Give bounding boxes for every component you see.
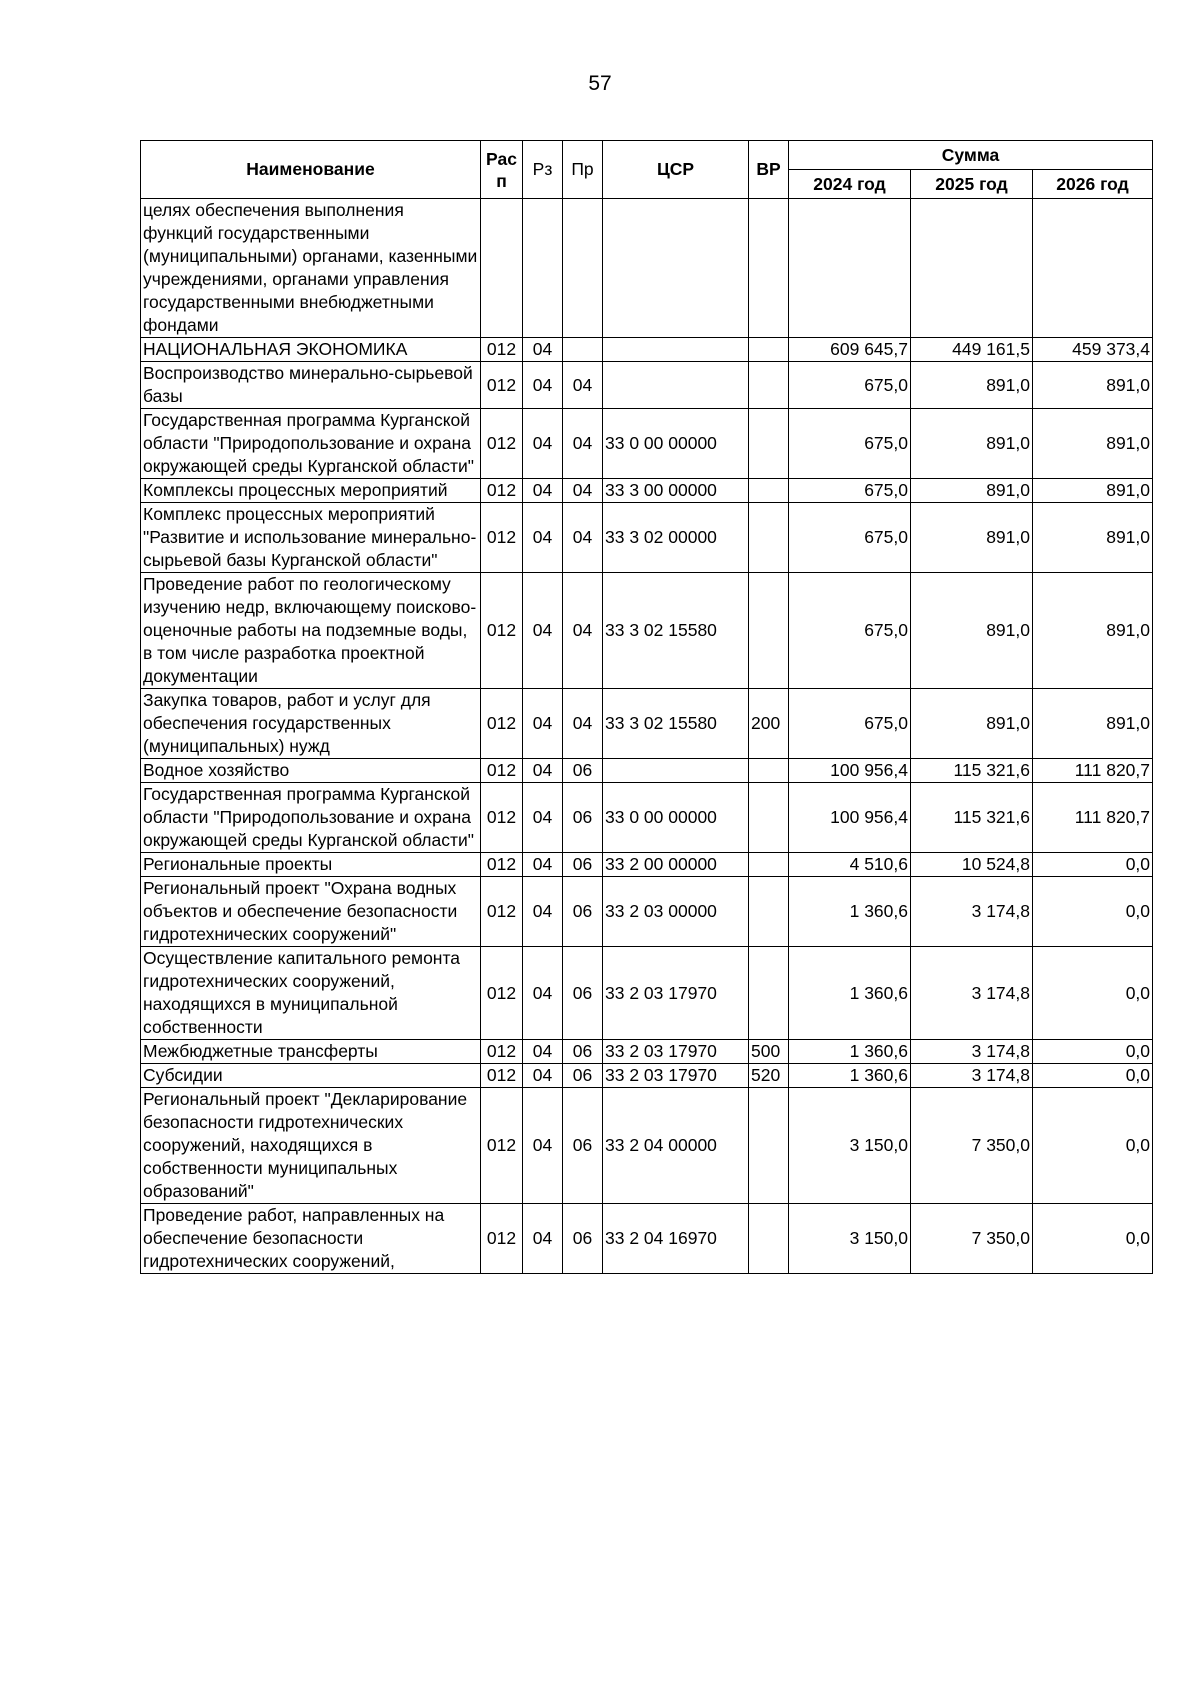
table-row bbox=[141, 479, 1153, 503]
cell-name: Региональный проект "Декларирование безопасности гидротехнических сооружений, находящихся в собственности муниципальных образований" bbox=[141, 1088, 481, 1204]
cell-name: НАЦИОНАЛЬНАЯ ЭКОНОМИКА bbox=[141, 338, 481, 362]
cell-y2026: 111 820,7 bbox=[1033, 759, 1153, 783]
cell-rz bbox=[523, 199, 563, 338]
cell-csr: 33 0 00 00000 bbox=[603, 783, 749, 853]
cell-y2025: 3 174,8 bbox=[911, 1064, 1033, 1088]
cell-y2026: 0,0 bbox=[1033, 853, 1153, 877]
cell-rz: 04 bbox=[523, 1204, 563, 1274]
header-2026: 2026 год bbox=[1033, 170, 1153, 199]
cell-y2024: 675,0 bbox=[789, 503, 911, 573]
cell-rasp: 012 bbox=[481, 1204, 523, 1274]
cell-pr: 06 bbox=[563, 1040, 603, 1064]
cell-y2024: 675,0 bbox=[789, 362, 911, 409]
cell-csr: 33 3 02 15580 bbox=[603, 573, 749, 689]
cell-pr: 06 bbox=[563, 947, 603, 1040]
cell-rz: 04 bbox=[523, 1064, 563, 1088]
cell-pr: 06 bbox=[563, 853, 603, 877]
table-header bbox=[141, 141, 1153, 199]
cell-csr: 33 2 03 17970 bbox=[603, 1064, 749, 1088]
budget-table bbox=[140, 140, 1153, 1274]
cell-csr: 33 3 02 15580 bbox=[603, 689, 749, 759]
cell-name: Водное хозяйство bbox=[141, 759, 481, 783]
cell-rasp: 012 bbox=[481, 947, 523, 1040]
table-row bbox=[141, 1204, 1153, 1274]
cell-csr: 33 2 03 17970 bbox=[603, 947, 749, 1040]
cell-rasp: 012 bbox=[481, 759, 523, 783]
cell-rasp bbox=[481, 199, 523, 338]
cell-y2025: 891,0 bbox=[911, 573, 1033, 689]
cell-y2024: 4 510,6 bbox=[789, 853, 911, 877]
cell-name: Закупка товаров, работ и услуг для обеспечения государственных (муниципальных) нужд bbox=[141, 689, 481, 759]
cell-y2026: 891,0 bbox=[1033, 479, 1153, 503]
cell-y2025: 891,0 bbox=[911, 362, 1033, 409]
cell-name: Проведение работ, направленных на обеспечение безопасности гидротехнических сооружений, bbox=[141, 1204, 481, 1274]
header-2024: 2024 год bbox=[789, 170, 911, 199]
header-pr: Пр bbox=[563, 141, 603, 199]
cell-y2026: 891,0 bbox=[1033, 503, 1153, 573]
cell-rasp: 012 bbox=[481, 1064, 523, 1088]
cell-name: Межбюджетные трансферты bbox=[141, 1040, 481, 1064]
cell-rz: 04 bbox=[523, 783, 563, 853]
cell-rz: 04 bbox=[523, 1088, 563, 1204]
cell-vr bbox=[749, 947, 789, 1040]
cell-csr: 33 3 02 00000 bbox=[603, 503, 749, 573]
cell-vr bbox=[749, 1204, 789, 1274]
cell-pr bbox=[563, 199, 603, 338]
cell-csr bbox=[603, 759, 749, 783]
cell-y2025: 3 174,8 bbox=[911, 1040, 1033, 1064]
header-csr: ЦСР bbox=[603, 141, 749, 199]
cell-vr bbox=[749, 1088, 789, 1204]
cell-vr bbox=[749, 362, 789, 409]
cell-y2024: 675,0 bbox=[789, 573, 911, 689]
cell-pr: 04 bbox=[563, 409, 603, 479]
cell-rz: 04 bbox=[523, 573, 563, 689]
cell-y2025: 115 321,6 bbox=[911, 759, 1033, 783]
cell-csr bbox=[603, 199, 749, 338]
cell-y2025: 3 174,8 bbox=[911, 947, 1033, 1040]
cell-vr bbox=[749, 503, 789, 573]
cell-name: Государственная программа Курганской области "Природопользование и охрана окружающей среды Курганской области" bbox=[141, 783, 481, 853]
cell-vr bbox=[749, 409, 789, 479]
cell-pr: 06 bbox=[563, 877, 603, 947]
cell-name: Проведение работ по геологическому изучению недр, включающему поисково-оценочные работы на подземные воды, в том числе разработка проектной документации bbox=[141, 573, 481, 689]
cell-name: целях обеспечения выполнения функций государственными (муниципальными) органами, казенными учреждениями, органами управления государственными внебюджетными фондами bbox=[141, 199, 481, 338]
cell-name: Субсидии bbox=[141, 1064, 481, 1088]
table-row bbox=[141, 759, 1153, 783]
cell-rasp: 012 bbox=[481, 362, 523, 409]
cell-y2024: 675,0 bbox=[789, 479, 911, 503]
header-2025: 2025 год bbox=[911, 170, 1033, 199]
cell-pr bbox=[563, 338, 603, 362]
cell-y2026: 891,0 bbox=[1033, 573, 1153, 689]
cell-y2025 bbox=[911, 199, 1033, 338]
cell-csr: 33 3 00 00000 bbox=[603, 479, 749, 503]
cell-csr: 33 2 00 00000 bbox=[603, 853, 749, 877]
cell-pr: 04 bbox=[563, 362, 603, 409]
cell-rz: 04 bbox=[523, 362, 563, 409]
cell-vr bbox=[749, 573, 789, 689]
cell-vr bbox=[749, 853, 789, 877]
cell-vr bbox=[749, 759, 789, 783]
cell-y2025: 3 174,8 bbox=[911, 877, 1033, 947]
cell-y2026: 891,0 bbox=[1033, 362, 1153, 409]
table-row bbox=[141, 1040, 1153, 1064]
table-body bbox=[141, 199, 1153, 1274]
cell-y2025: 891,0 bbox=[911, 479, 1033, 503]
cell-y2024: 1 360,6 bbox=[789, 1040, 911, 1064]
cell-y2026: 0,0 bbox=[1033, 947, 1153, 1040]
cell-name: Осуществление капитального ремонта гидротехнических сооружений, находящихся в муниципальной собственности bbox=[141, 947, 481, 1040]
cell-csr: 33 2 04 16970 bbox=[603, 1204, 749, 1274]
cell-rasp: 012 bbox=[481, 479, 523, 503]
cell-pr: 06 bbox=[563, 1088, 603, 1204]
header-vr: ВР bbox=[749, 141, 789, 199]
table-row bbox=[141, 877, 1153, 947]
cell-csr: 33 2 04 00000 bbox=[603, 1088, 749, 1204]
cell-rasp: 012 bbox=[481, 783, 523, 853]
cell-rz: 04 bbox=[523, 479, 563, 503]
cell-pr: 06 bbox=[563, 1204, 603, 1274]
cell-rasp: 012 bbox=[481, 1088, 523, 1204]
cell-rz: 04 bbox=[523, 503, 563, 573]
cell-rasp: 012 bbox=[481, 689, 523, 759]
cell-csr: 33 0 00 00000 bbox=[603, 409, 749, 479]
table-row bbox=[141, 689, 1153, 759]
cell-y2026 bbox=[1033, 199, 1153, 338]
cell-y2025: 891,0 bbox=[911, 503, 1033, 573]
table-row bbox=[141, 947, 1153, 1040]
cell-name: Воспроизводство минерально-сырьевой базы bbox=[141, 362, 481, 409]
cell-csr bbox=[603, 338, 749, 362]
cell-name: Региональные проекты bbox=[141, 853, 481, 877]
cell-csr bbox=[603, 362, 749, 409]
cell-vr bbox=[749, 877, 789, 947]
cell-rz: 04 bbox=[523, 759, 563, 783]
cell-y2026: 0,0 bbox=[1033, 877, 1153, 947]
cell-y2025: 891,0 bbox=[911, 689, 1033, 759]
cell-pr: 06 bbox=[563, 783, 603, 853]
cell-rz: 04 bbox=[523, 1040, 563, 1064]
cell-y2026: 0,0 bbox=[1033, 1040, 1153, 1064]
table-row bbox=[141, 573, 1153, 689]
header-sum: Сумма bbox=[789, 141, 1153, 170]
cell-y2025: 891,0 bbox=[911, 409, 1033, 479]
table-row bbox=[141, 1088, 1153, 1204]
cell-y2025: 7 350,0 bbox=[911, 1204, 1033, 1274]
cell-vr bbox=[749, 199, 789, 338]
cell-rz: 04 bbox=[523, 409, 563, 479]
table-row bbox=[141, 853, 1153, 877]
cell-rasp: 012 bbox=[481, 853, 523, 877]
cell-pr: 04 bbox=[563, 573, 603, 689]
cell-y2025: 10 524,8 bbox=[911, 853, 1033, 877]
table-row bbox=[141, 503, 1153, 573]
cell-y2026: 459 373,4 bbox=[1033, 338, 1153, 362]
cell-y2025: 449 161,5 bbox=[911, 338, 1033, 362]
cell-y2026: 0,0 bbox=[1033, 1088, 1153, 1204]
cell-y2024: 1 360,6 bbox=[789, 877, 911, 947]
cell-vr: 200 bbox=[749, 689, 789, 759]
cell-y2026: 891,0 bbox=[1033, 689, 1153, 759]
cell-y2026: 0,0 bbox=[1033, 1064, 1153, 1088]
cell-rasp: 012 bbox=[481, 877, 523, 947]
table-row bbox=[141, 338, 1153, 362]
header-rz: Рз bbox=[523, 141, 563, 199]
cell-rz: 04 bbox=[523, 947, 563, 1040]
cell-rz: 04 bbox=[523, 338, 563, 362]
cell-rasp: 012 bbox=[481, 409, 523, 479]
cell-vr: 520 bbox=[749, 1064, 789, 1088]
cell-pr: 06 bbox=[563, 1064, 603, 1088]
cell-rz: 04 bbox=[523, 877, 563, 947]
cell-rasp: 012 bbox=[481, 573, 523, 689]
cell-rasp: 012 bbox=[481, 1040, 523, 1064]
cell-y2024 bbox=[789, 199, 911, 338]
cell-pr: 04 bbox=[563, 479, 603, 503]
cell-y2024: 3 150,0 bbox=[789, 1088, 911, 1204]
cell-y2024: 675,0 bbox=[789, 689, 911, 759]
cell-y2024: 1 360,6 bbox=[789, 1064, 911, 1088]
cell-name: Комплексы процессных мероприятий bbox=[141, 479, 481, 503]
cell-vr bbox=[749, 783, 789, 853]
cell-pr: 04 bbox=[563, 503, 603, 573]
cell-pr: 06 bbox=[563, 759, 603, 783]
cell-y2024: 1 360,6 bbox=[789, 947, 911, 1040]
page-number: 57 bbox=[588, 72, 612, 95]
cell-name: Комплекс процессных мероприятий "Развитие и использование минерально-сырьевой базы Курганской области" bbox=[141, 503, 481, 573]
cell-csr: 33 2 03 00000 bbox=[603, 877, 749, 947]
cell-y2024: 3 150,0 bbox=[789, 1204, 911, 1274]
cell-vr: 500 bbox=[749, 1040, 789, 1064]
cell-csr: 33 2 03 17970 bbox=[603, 1040, 749, 1064]
cell-pr: 04 bbox=[563, 689, 603, 759]
cell-vr bbox=[749, 479, 789, 503]
cell-rasp: 012 bbox=[481, 338, 523, 362]
cell-rz: 04 bbox=[523, 689, 563, 759]
cell-rz: 04 bbox=[523, 853, 563, 877]
cell-y2024: 609 645,7 bbox=[789, 338, 911, 362]
cell-rasp: 012 bbox=[481, 503, 523, 573]
cell-y2026: 111 820,7 bbox=[1033, 783, 1153, 853]
header-name: Наименование bbox=[141, 141, 481, 199]
table-row bbox=[141, 783, 1153, 853]
cell-y2025: 7 350,0 bbox=[911, 1088, 1033, 1204]
table-row bbox=[141, 409, 1153, 479]
cell-name: Государственная программа Курганской области "Природопользование и охрана окружающей среды Курганской области" bbox=[141, 409, 481, 479]
table-row bbox=[141, 362, 1153, 409]
cell-y2024: 100 956,4 bbox=[789, 759, 911, 783]
cell-y2024: 675,0 bbox=[789, 409, 911, 479]
cell-name: Региональный проект "Охрана водных объектов и обеспечение безопасности гидротехнических сооружений" bbox=[141, 877, 481, 947]
cell-y2026: 0,0 bbox=[1033, 1204, 1153, 1274]
table-row bbox=[141, 199, 1153, 338]
table-row bbox=[141, 1064, 1153, 1088]
header-rasp: Рас п bbox=[481, 141, 523, 199]
cell-vr bbox=[749, 338, 789, 362]
cell-y2024: 100 956,4 bbox=[789, 783, 911, 853]
cell-y2025: 115 321,6 bbox=[911, 783, 1033, 853]
cell-y2026: 891,0 bbox=[1033, 409, 1153, 479]
